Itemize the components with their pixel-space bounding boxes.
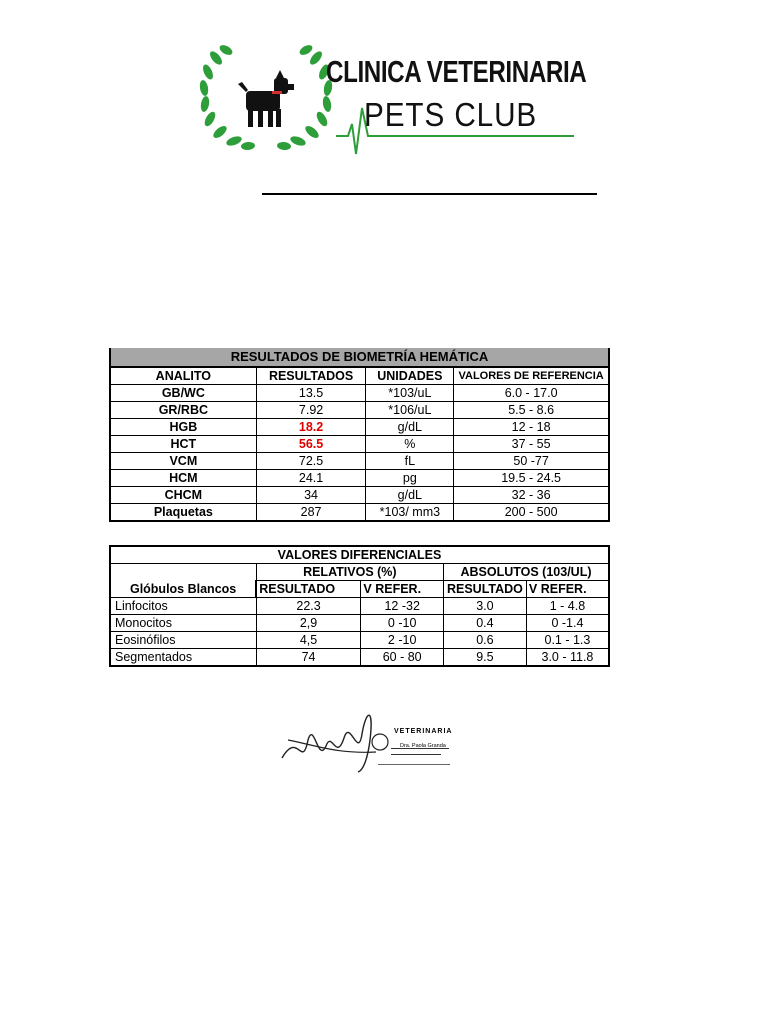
absoluto-cell: 0.4: [443, 615, 526, 632]
unidad-cell: pg: [366, 470, 454, 487]
unidad-cell: *103/uL: [366, 385, 454, 402]
unidad-cell: g/dL: [366, 419, 454, 436]
table-row: [110, 402, 609, 419]
globulos-label: Glóbulos Blancos: [110, 564, 256, 598]
col-referencia: VALORES DE REFERENCIA: [454, 367, 609, 385]
tipo-cell: Linfocitos: [110, 598, 256, 615]
signature-icon: [278, 700, 458, 780]
unidad-cell: %: [366, 436, 454, 453]
unidad-cell: g/dL: [366, 487, 454, 504]
unidad-cell: fL: [366, 453, 454, 470]
relativo-ref-cell: 12 -32: [361, 598, 444, 615]
tipo-cell: Segmentados: [110, 649, 256, 667]
unidad-cell: *103/ mm3: [366, 504, 454, 522]
diferenciales-title: VALORES DIFERENCIALES: [110, 546, 609, 564]
stamp-name: Dra. Paola Granda: [400, 743, 446, 749]
tipo-cell: Monocitos: [110, 615, 256, 632]
table-row: [110, 598, 609, 615]
relativo-ref-cell: 0 -10: [361, 615, 444, 632]
stamp-title: VETERINARIA: [394, 728, 453, 735]
col-unidades: UNIDADES: [366, 367, 454, 385]
analito-cell: HCT: [110, 436, 256, 453]
absoluto-ref-cell: 0 -1.4: [526, 615, 609, 632]
unidad-cell: *106/uL: [366, 402, 454, 419]
biometria-table: [109, 348, 610, 522]
sub-header-resultado: RESULTADO: [256, 581, 361, 598]
relativos-header: RELATIVOS (%): [256, 564, 443, 581]
referencia-cell: 5.5 - 8.6: [454, 402, 609, 419]
absoluto-ref-cell: 1 - 4.8: [526, 598, 609, 615]
signature-stamp: [278, 700, 458, 780]
relativo-cell: 74: [256, 649, 361, 667]
analito-cell: GR/RBC: [110, 402, 256, 419]
relativo-cell: 2,9: [256, 615, 361, 632]
relativo-cell: 22.3: [256, 598, 361, 615]
referencia-cell: 19.5 - 24.5: [454, 470, 609, 487]
relativo-cell: 4,5: [256, 632, 361, 649]
analito-cell: Plaquetas: [110, 504, 256, 522]
resultado-cell: 18.2: [256, 419, 366, 436]
absoluto-cell: 9.5: [443, 649, 526, 667]
sub-header-vrefer: V REFER.: [526, 581, 609, 598]
absolutos-header: ABSOLUTOS (103/UL): [443, 564, 609, 581]
resultado-cell: 56.5: [256, 436, 366, 453]
referencia-cell: 37 - 55: [454, 436, 609, 453]
col-analito: ANALITO: [110, 367, 256, 385]
resultado-cell: 72.5: [256, 453, 366, 470]
col-resultados: RESULTADOS: [256, 367, 366, 385]
absoluto-ref-cell: 0.1 - 1.3: [526, 632, 609, 649]
tipo-cell: Eosinófilos: [110, 632, 256, 649]
diferenciales-table: [109, 545, 610, 667]
resultado-cell: 7.92: [256, 402, 366, 419]
table-row: [110, 649, 609, 667]
analito-cell: HGB: [110, 419, 256, 436]
resultado-cell: 13.5: [256, 385, 366, 402]
analito-cell: VCM: [110, 453, 256, 470]
resultado-cell: 24.1: [256, 470, 366, 487]
table-row: [110, 615, 609, 632]
clinic-name-line2: PETS CLUB: [364, 96, 538, 133]
laurel-wreath-icon: [196, 36, 346, 160]
dog-icon: [238, 70, 294, 127]
table-row: [110, 436, 609, 453]
sub-header-resultado: RESULTADO: [443, 581, 526, 598]
referencia-cell: 6.0 - 17.0: [454, 385, 609, 402]
analito-cell: HCM: [110, 470, 256, 487]
absoluto-cell: 0.6: [443, 632, 526, 649]
resultado-cell: 287: [256, 504, 366, 522]
sub-header-vrefer: V REFER.: [361, 581, 444, 598]
referencia-cell: 12 - 18: [454, 419, 609, 436]
table-row: [110, 632, 609, 649]
relativo-ref-cell: 60 - 80: [361, 649, 444, 667]
biometria-title: RESULTADOS DE BIOMETRÍA HEMÁTICA: [110, 348, 609, 367]
clinic-logo: [196, 36, 587, 160]
referencia-cell: 50 -77: [454, 453, 609, 470]
table-row: [110, 453, 609, 470]
relativo-ref-cell: 2 -10: [361, 632, 444, 649]
table-row: [110, 487, 609, 504]
referencia-cell: 200 - 500: [454, 504, 609, 522]
clinic-name-line1: CLINICA VETERINARIA: [326, 54, 587, 89]
resultado-cell: 34: [256, 487, 366, 504]
absoluto-cell: 3.0: [443, 598, 526, 615]
table-row: [110, 419, 609, 436]
table-row: [110, 504, 609, 522]
table-row: [110, 470, 609, 487]
blank-name-line: [262, 193, 597, 195]
referencia-cell: 32 - 36: [454, 487, 609, 504]
analito-cell: GB/WC: [110, 385, 256, 402]
absoluto-ref-cell: 3.0 - 11.8: [526, 649, 609, 667]
analito-cell: CHCM: [110, 487, 256, 504]
table-row: [110, 385, 609, 402]
